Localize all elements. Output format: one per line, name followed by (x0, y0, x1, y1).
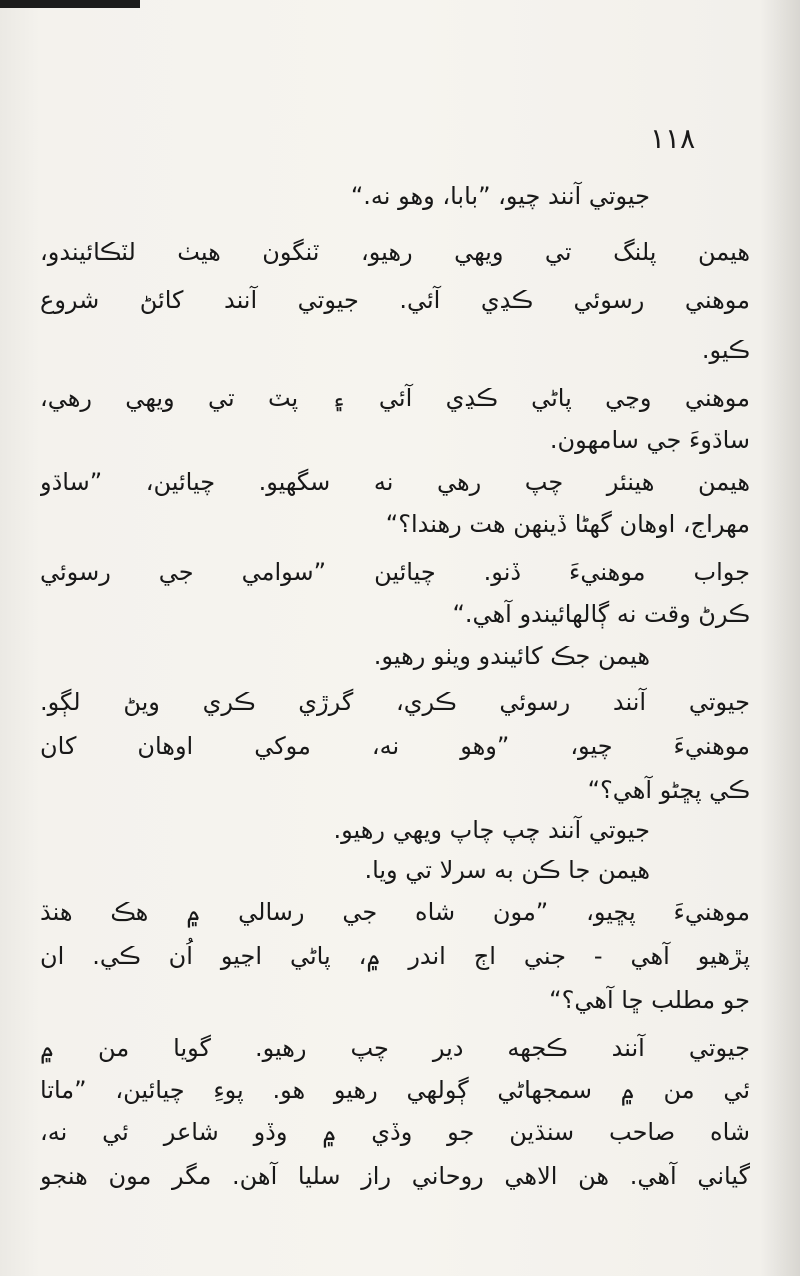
text-line: هيمن جڪ کائيندو ويٺو رهيو. (373, 642, 650, 670)
text-line: جيوتي آنند ڪجهه دير چپ رهيو. گويا من ۾ (40, 1034, 750, 1062)
page-number: ۱۱۸ (650, 122, 696, 155)
text-line: گياني آهي. هن الاهي روحاني راز سليا آهن. مگر مون هنجو (40, 1162, 750, 1190)
text-line: هيمن هينئر چپ رهي نه سگهيو. چيائين، ”ساڌو (40, 468, 750, 496)
text-line: ڪرڻ وقت نه ڳالهائيندو آهي.“ (452, 600, 750, 628)
text-line: جيوتي آنند چپ چاپ ويهي رهيو. (333, 816, 650, 844)
text-line: جيوتي آنند چيو، ”بابا، وهو نه.“ (350, 182, 650, 210)
text-line: موهنيءَ چيو، ”وهو نه، موکي اوهان کان (40, 732, 750, 760)
text-line: ڪيو. (701, 336, 750, 364)
text-line: موهني رسوئي ڪڍي آئي. جيوتي آنند کائڻ شروع (40, 286, 750, 314)
text-line: جيوتي آنند رسوئي ڪري، گرڙي ڪري ويڻ لڳو. (40, 688, 750, 716)
text-line: پڙهيو آهي - جني اڄ اندر ۾، پاڻي اڃيو اُن ڪي. ان (40, 942, 750, 970)
scan-edge-shadow (0, 0, 140, 8)
text-line: ڪي پڇڻو آهي؟“ (587, 776, 750, 804)
text-line: جواب موهنيءَ ڏنو. چيائين ”سوامي جي رسوئي (40, 558, 750, 586)
text-line: ساڌوءَ جي سامهون. (549, 426, 750, 454)
text-line: موهنيءَ پڇيو، ”مون شاه جي رسالي ۾ هڪ هنڌ (40, 898, 750, 926)
text-line: شاه صاحب سنڌين جو وڏي ۾ وڏو شاعر ئي نه، (40, 1118, 750, 1146)
text-line: ئي من ۾ سمجهاڻي ڳولهي رهيو هو. پوءِ چيائين، ”ماتا (40, 1076, 750, 1104)
text-line: هيمن جا ڪن به سرلا تي ويا. (364, 856, 650, 884)
text-line: جو مطلب ڇا آهي؟“ (549, 986, 750, 1014)
text-line: هيمن پلنگ تي ويهي رهيو، ٽنگون هيٺ لٽڪائيندو، (40, 238, 750, 266)
text-line: موهني وڃي پاڻي ڪڍي آئي ۽ پٽ تي ويهي رهي، (40, 384, 750, 412)
text-line: مهراج، اوهان گهڻا ڏينهن هت رهندا؟“ (385, 510, 750, 538)
